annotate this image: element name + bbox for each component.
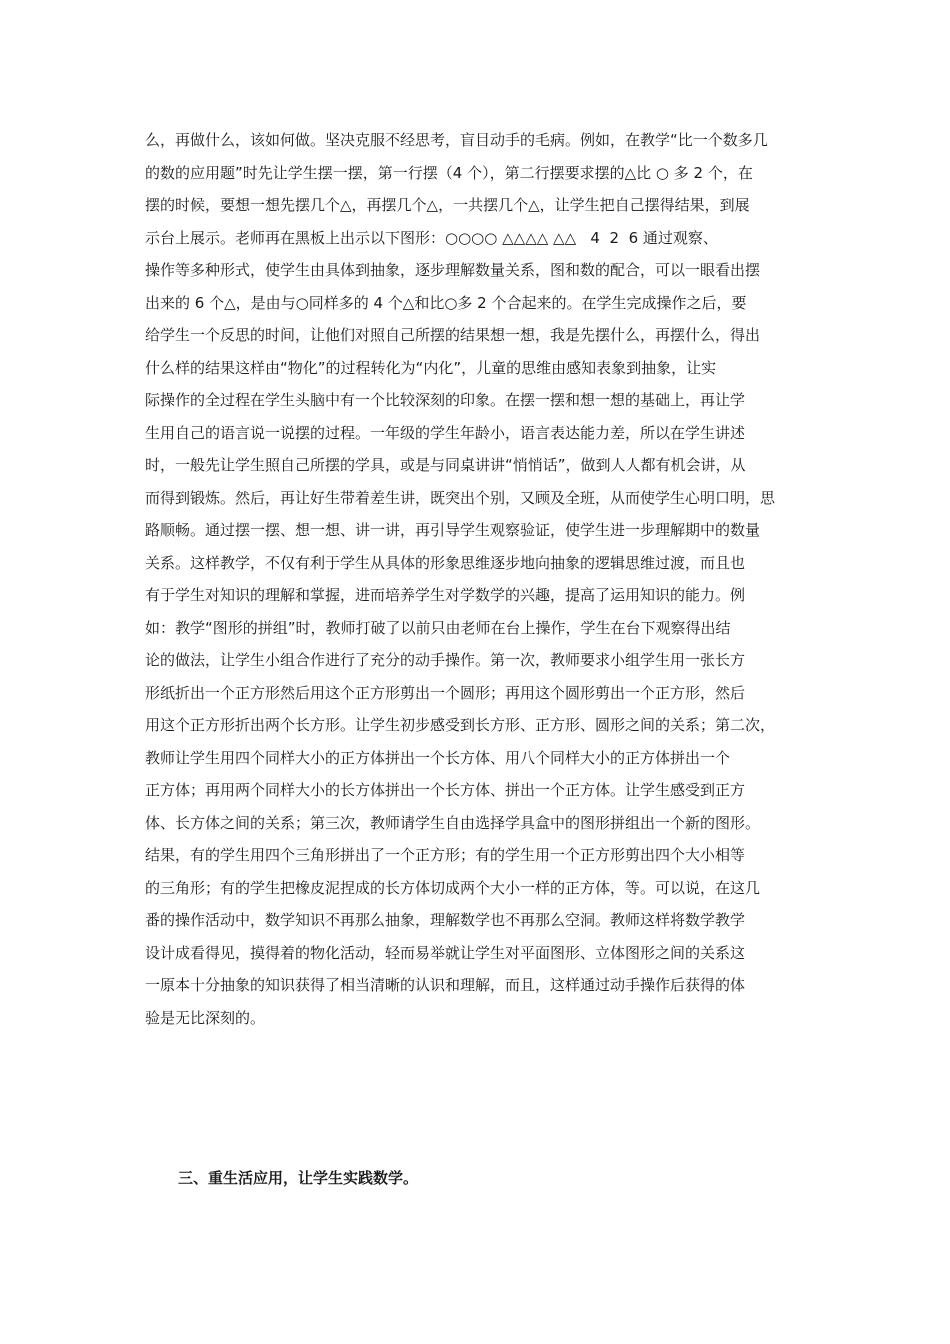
text-line: 验是无比深刻的。 (145, 1008, 266, 1027)
text-line: 如：教学“图形的拼组”时，教师打破了以前只由老师在台上操作，学生在台下观察得出结 (145, 618, 731, 637)
text-line: 的三角形；有的学生把橡皮泥捏成的长方体切成两个大小一样的正方体，等。可以说，在这几 (145, 878, 761, 897)
text-line: 设计成看得见，摸得着的物化活动，轻而易举就让学生对平面图形、立体图形之间的关系这 (145, 943, 746, 962)
text-line: 生用自己的语言说一说摆的过程。一年级的学生年龄小，语言表达能力差，所以在学生讲述 (145, 423, 746, 442)
text-line: 的数的应用题”时先让学生摆一摆，第一行摆（4 个），第二行摆要求摆的△比 ○ 多 2 个，在 (145, 163, 753, 182)
text-line: 体、长方体之间的关系；第三次，教师请学生自由选择学具盒中的图形拼组出一个新的图形。 (145, 813, 761, 832)
text-line: 摆的时候，要想一想先摆几个△，再摆几个△，一共摆几个△，让学生把自己摆得结果，到展 (145, 196, 750, 214)
text-line: 一原本十分抽象的知识获得了相当清晰的认识和理解，而且，这样通过动手操作后获得的体 (145, 976, 746, 994)
text-line: 出来的 6 个△，是由与○同样多的 4 个△和比○多 2 个合起来的。在学生完成操作之后，要 (145, 293, 747, 312)
text-line: 形纸折出一个正方形然后用这个正方形剪出一个圆形；再用这个圆形剪出一个正方形，然后 (145, 683, 746, 702)
text-line: 论的做法，让学生小组合作进行了充分的动手操作。第一次，教师要求小组学生用一张长方 (145, 651, 746, 669)
text-line: 关系。这样教学，不仅有利于学生从具体的形象思维逐步地向抽象的逻辑思维过渡，而且也 (145, 553, 746, 572)
body-paragraph (145, 124, 805, 1034)
text-line: 正方体；再用两个同样大小的长方体拼出一个长方体、拼出一个正方体。让学生感受到正方 (145, 781, 746, 799)
text-line: 而得到锻炼。然后，再让好生带着差生讲，既突出个别，又顾及全班，从而使学生心明口明，思 (145, 488, 776, 507)
text-line: 示台上展示。老师再在黑板上出示以下图形：○○○○ △△△△ △△ 4 2 6 通过观察、 (145, 228, 718, 247)
text-line: 结果，有的学生用四个三角形拼出了一个正方形；有的学生用一个正方形剪出四个大小相等 (145, 846, 746, 864)
text-line: 用这个正方形折出两个长方形。让学生初步感受到长方形、正方形、圆形之间的关系；第二次， (145, 716, 776, 734)
text-line: 番的操作活动中，数学知识不再那么抽象，理解数学也不再那么空洞。教师这样将数学教学 (145, 911, 746, 929)
text-line: 么，再做什么，该如何做。坚决克服不经思考，盲目动手的毛病。例如，在教学“比一个数多几 (145, 131, 768, 149)
text-line: 路顺畅。通过摆一摆、想一想、讲一讲，再引导学生观察验证，使学生进一步理解期中的数量 (145, 521, 761, 539)
text-line: 什么样的结果这样由“物化”的过程转化为“内化”，儿童的思维由感知表象到抽象，让实 (145, 358, 717, 377)
section-heading: 三、重生活应用，让学生实践数学。 (178, 1169, 419, 1187)
text-line: 操作等多种形式，使学生由具体到抽象，逐步理解数量关系，图和数的配合，可以一眼看出摆 (145, 261, 761, 279)
text-line: 有于学生对知识的理解和掌握，进而培养学生对学数学的兴趣，提高了运用知识的能力。例 (145, 586, 746, 604)
text-line: 时，一般先让学生照自己所摆的学具，或是与同桌讲讲“悄悄话”，做到人人都有机会讲，从 (145, 456, 746, 474)
text-line: 教师让学生用四个同样大小的正方体拼出一个长方体、用八个同样大小的正方体拼出一个 (145, 748, 731, 767)
text-line: 给学生一个反思的时间，让他们对照自己所摆的结果想一想，我是先摆什么，再摆什么，得出 (145, 326, 761, 344)
text-line: 际操作的全过程在学生头脑中有一个比较深刻的印象。在摆一摆和想一想的基础上，再让学 (145, 391, 746, 409)
